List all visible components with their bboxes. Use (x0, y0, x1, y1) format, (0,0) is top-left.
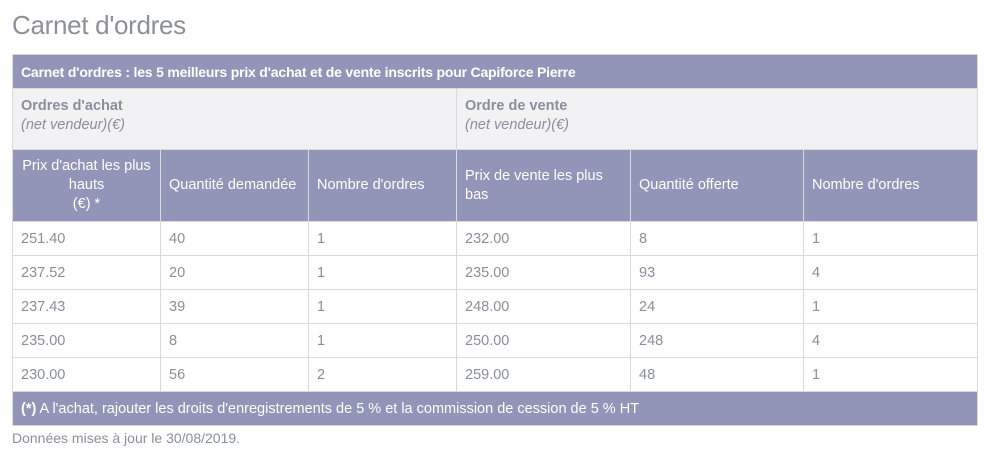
cell-sell-qty: 24 (631, 290, 804, 324)
col-buy-price (13, 150, 161, 222)
cell-sell-qty: 93 (631, 256, 804, 290)
cell-buy-price: 237.43 (13, 290, 161, 324)
table-caption-row (13, 55, 978, 89)
cell-sell-price: 259.00 (457, 358, 631, 392)
cell-sell-orders: 1 (804, 222, 978, 256)
buy-group-header (13, 89, 457, 150)
column-header-row (13, 150, 978, 222)
col-sell-qty: Quantité offerte (631, 150, 804, 222)
cell-sell-price: 235.00 (457, 256, 631, 290)
updated-note: Données mises à jour le 30/08/2019. (12, 430, 241, 446)
cell-buy-qty: 40 (161, 222, 309, 256)
cell-buy-orders: 1 (309, 256, 457, 290)
page-title: Carnet d'ordres (12, 10, 186, 40)
table-row (13, 222, 978, 256)
cell-buy-qty: 8 (161, 324, 309, 358)
cell-sell-orders: 4 (804, 256, 978, 290)
cell-sell-qty: 8 (631, 222, 804, 256)
table-body (13, 222, 978, 392)
sell-group-header (457, 89, 978, 150)
cell-buy-qty: 56 (161, 358, 309, 392)
cell-buy-orders: 2 (309, 358, 457, 392)
cell-buy-qty: 39 (161, 290, 309, 324)
cell-sell-orders: 4 (804, 324, 978, 358)
table-caption: Carnet d'ordres : les 5 meilleurs prix d'achat et de vente inscrits pour Capiforce Pierre (13, 55, 978, 89)
buy-group-title: Ordres d'achat (21, 98, 123, 114)
col-sell-orders: Nombre d'ordres (804, 150, 978, 222)
col-buy-orders: Nombre d'ordres (309, 150, 457, 222)
cell-sell-orders: 1 (804, 358, 978, 392)
order-book-table (12, 54, 978, 426)
footnote-mark: (*) (21, 400, 37, 417)
col-buy-price-line1: Prix d'achat les plus hauts (22, 158, 151, 193)
cell-sell-qty: 48 (631, 358, 804, 392)
cell-buy-price: 235.00 (13, 324, 161, 358)
table-row (13, 324, 978, 358)
buy-group-subtitle: (net vendeur)(€) (21, 117, 125, 133)
cell-buy-price: 251.40 (13, 222, 161, 256)
col-sell-price: Prix de vente les plus bas (457, 150, 631, 222)
cell-buy-price: 230.00 (13, 358, 161, 392)
col-buy-price-line2: (€) * (72, 196, 101, 212)
table-row (13, 290, 978, 324)
col-buy-qty: Quantité demandée (161, 150, 309, 222)
cell-sell-orders: 1 (804, 290, 978, 324)
footnote-row (13, 392, 978, 426)
cell-buy-orders: 1 (309, 290, 457, 324)
page-container (12, 0, 977, 446)
cell-sell-price: 250.00 (457, 324, 631, 358)
sell-group-subtitle: (net vendeur)(€) (465, 117, 569, 133)
cell-buy-orders: 1 (309, 324, 457, 358)
cell-buy-qty: 20 (161, 256, 309, 290)
group-header-row (13, 89, 978, 150)
footnote-text: A l'achat, rajouter les droits d'enregistrements de 5 % et la commission de cession de 5 % HT (39, 400, 640, 417)
sell-group-title: Ordre de vente (465, 98, 568, 114)
table-row (13, 358, 978, 392)
cell-sell-price: 248.00 (457, 290, 631, 324)
table-row (13, 256, 978, 290)
footnote (13, 392, 978, 426)
cell-buy-orders: 1 (309, 222, 457, 256)
cell-sell-qty: 248 (631, 324, 804, 358)
cell-sell-price: 232.00 (457, 222, 631, 256)
cell-buy-price: 237.52 (13, 256, 161, 290)
